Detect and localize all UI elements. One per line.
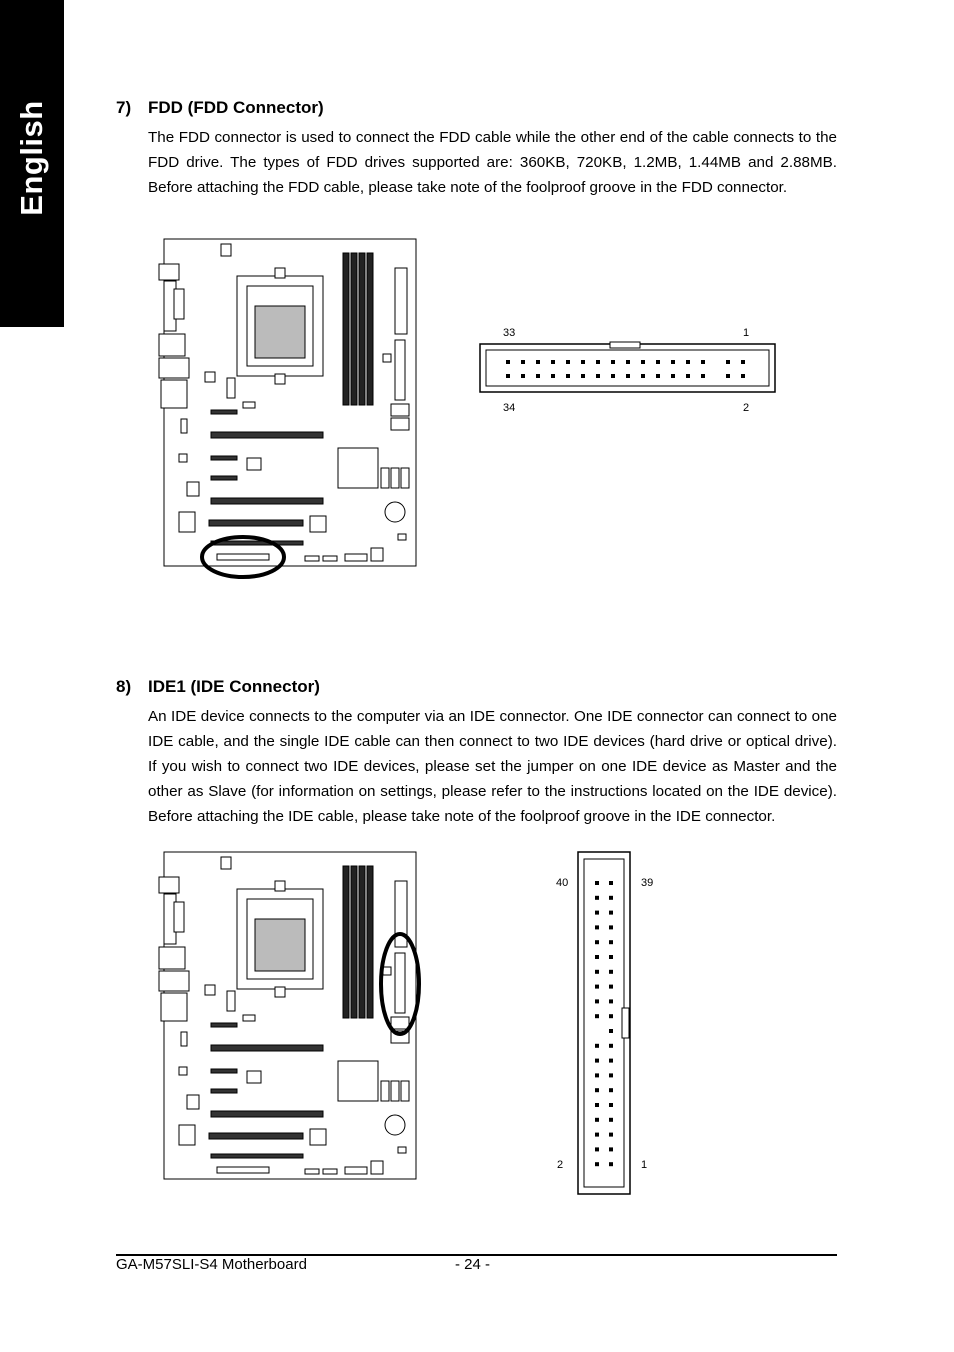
ide-header	[395, 340, 405, 400]
ide-pin	[595, 911, 599, 915]
ide-pin	[595, 1088, 599, 1092]
fdd-pin-label-34: 34	[503, 402, 516, 414]
pci-slot	[209, 520, 303, 526]
board-part	[179, 1125, 195, 1145]
ide-pin	[609, 1059, 613, 1063]
fdd-pin-label-2: 2	[743, 402, 750, 414]
ide-pin	[609, 1162, 613, 1166]
pcie-x16-slot	[211, 1045, 323, 1051]
motherboard-diagram-ide	[155, 849, 430, 1195]
board-part	[345, 1167, 367, 1174]
fdd-pin	[611, 360, 615, 364]
fdd-header	[217, 1167, 269, 1173]
ide-pin-label-40: 40	[556, 877, 569, 889]
board-part	[205, 372, 215, 382]
board-part	[243, 1015, 255, 1021]
pci-slot	[211, 541, 303, 545]
retention-clip	[275, 268, 285, 278]
board-part	[179, 454, 187, 462]
fdd-pin	[671, 374, 675, 378]
fdd-header	[217, 554, 269, 560]
board-part	[383, 967, 391, 975]
board-part	[247, 458, 261, 470]
board-part	[371, 548, 383, 561]
ide-heading	[116, 677, 320, 697]
board-part	[179, 1067, 187, 1075]
fdd-pin	[686, 360, 690, 364]
ide-pin	[609, 1044, 613, 1048]
board-part	[310, 516, 326, 532]
ide-pin	[595, 1073, 599, 1077]
board-part	[227, 991, 235, 1011]
ide-pin	[609, 1088, 613, 1092]
back-panel-port	[174, 289, 184, 319]
ide-pin	[595, 1162, 599, 1166]
retention-clip	[275, 881, 285, 891]
board-part	[243, 402, 255, 408]
fdd-number: 7)	[116, 98, 132, 117]
atx-12v-connector	[221, 244, 231, 256]
board-part	[323, 556, 337, 561]
dimm-slot	[351, 866, 357, 1018]
ide-foolproof-groove	[622, 1008, 629, 1038]
ide-pin	[595, 940, 599, 944]
ide-pin	[609, 1147, 613, 1151]
fdd-pin	[656, 360, 660, 364]
ide-pin	[609, 1118, 613, 1122]
fdd-connector-diagram	[470, 320, 790, 420]
fdd-pin	[726, 360, 730, 364]
fdd-pin	[611, 374, 615, 378]
chipset	[338, 448, 378, 488]
fdd-pin	[506, 360, 510, 364]
fdd-pin	[641, 360, 645, 364]
dimm-slot	[343, 253, 349, 405]
pci-slot	[209, 1133, 303, 1139]
sata-connector	[391, 404, 409, 416]
battery	[385, 502, 405, 522]
back-panel-port	[159, 947, 185, 969]
pcie-x1-slot	[211, 1023, 237, 1027]
dimm-slot	[367, 253, 373, 405]
fdd-pin	[741, 374, 745, 378]
board-part	[398, 1147, 406, 1153]
motherboard-diagram-fdd	[155, 236, 425, 582]
ide-pin	[609, 1073, 613, 1077]
atx-12v-connector	[221, 857, 231, 869]
board-part	[227, 378, 235, 398]
sata-connector	[391, 1081, 399, 1101]
back-panel-port	[161, 993, 187, 1021]
sata-connector	[381, 1081, 389, 1101]
board-part	[371, 1161, 383, 1174]
fdd-pin	[626, 360, 630, 364]
fdd-pin	[596, 374, 600, 378]
ide-pin	[609, 940, 613, 944]
ide-pin	[609, 985, 613, 989]
board-part	[179, 512, 195, 532]
ide-pin-label-2: 2	[557, 1159, 564, 1171]
board-part	[305, 1169, 319, 1174]
pcie-x1-slot	[211, 410, 237, 414]
fdd-pin	[596, 360, 600, 364]
cpu-socket	[255, 306, 305, 358]
fdd-pin	[701, 374, 705, 378]
pcie-x1-slot	[211, 456, 237, 460]
ide-pin	[609, 896, 613, 900]
pcie-x1-slot	[211, 1089, 237, 1093]
ide-pin	[595, 1059, 599, 1063]
board-part	[247, 1071, 261, 1083]
fdd-pin-label-1: 1	[743, 327, 750, 339]
ide-pin	[595, 1103, 599, 1107]
dimm-slot	[343, 866, 349, 1018]
board-part	[205, 985, 215, 995]
ide-header	[395, 953, 405, 1013]
fdd-pin	[551, 374, 555, 378]
ide-pin	[609, 925, 613, 929]
ide-pin	[609, 1103, 613, 1107]
ide-pin	[609, 999, 613, 1003]
fdd-connector-outer	[480, 344, 775, 392]
ide-pin-label-39: 39	[641, 877, 654, 889]
back-panel-port	[159, 877, 179, 893]
ide-pin	[609, 955, 613, 959]
sata-connector	[391, 418, 409, 430]
fdd-pin	[521, 360, 525, 364]
ide-pin	[595, 896, 599, 900]
ide-pin	[609, 1014, 613, 1018]
fdd-pin	[656, 374, 660, 378]
ide-pin	[595, 955, 599, 959]
board-part	[323, 1169, 337, 1174]
back-panel-port	[159, 358, 189, 378]
fdd-heading	[116, 98, 324, 118]
fdd-pin	[506, 374, 510, 378]
chipset	[338, 1061, 378, 1101]
ide-pin	[595, 1118, 599, 1122]
pcie-x16-slot	[211, 432, 323, 438]
back-panel-port	[159, 971, 189, 991]
board-part	[305, 556, 319, 561]
pcie-x16-slot	[211, 1111, 323, 1117]
fdd-pin	[741, 360, 745, 364]
fdd-title: FDD (FDD Connector)	[148, 98, 324, 117]
fdd-pin	[686, 374, 690, 378]
sata-connector	[391, 1017, 409, 1029]
fdd-pin	[536, 360, 540, 364]
ide-pin	[595, 1014, 599, 1018]
ide-pin	[609, 1029, 613, 1033]
fdd-pin	[521, 374, 525, 378]
footer-model: GA-M57SLI-S4 Motherboard	[116, 1256, 307, 1273]
cpu-socket	[255, 919, 305, 971]
ide-description: An IDE device connects to the computer via an IDE connector. One IDE connector can connect to one IDE cable, and the single IDE cable can then connect to two IDE devices (hard drive or optical drive). If you wish to connect two IDE devices, please set the jumper on one IDE device as Master and the other as Slave (for information on settings, please refer to the instructions located on the IDE device). Before attaching the IDE cable, please take note of the foolproof groove in the IDE connector.	[148, 708, 837, 825]
fdd-pin	[566, 360, 570, 364]
board-part	[181, 1032, 187, 1046]
back-panel-port	[159, 264, 179, 280]
pcie-x1-slot	[211, 1069, 237, 1073]
fdd-pin	[701, 360, 705, 364]
ide-pin	[609, 911, 613, 915]
ide-pin	[609, 970, 613, 974]
sata-connector	[381, 468, 389, 488]
back-panel-port	[174, 902, 184, 932]
pcie-x1-slot	[211, 476, 237, 480]
dimm-slot	[359, 866, 365, 1018]
fdd-pin	[671, 360, 675, 364]
language-tab-label: English	[14, 100, 49, 216]
ide-pin	[595, 985, 599, 989]
ide-pin	[609, 881, 613, 885]
retention-clip	[275, 374, 285, 384]
ide-pin-label-1: 1	[641, 1159, 648, 1171]
back-panel-port	[161, 380, 187, 408]
ide-pin	[595, 881, 599, 885]
ide-pin	[609, 1133, 613, 1137]
back-panel-port	[159, 334, 185, 356]
fdd-pin	[536, 374, 540, 378]
sata-connector	[401, 468, 409, 488]
fdd-pin	[581, 360, 585, 364]
fdd-pin	[626, 374, 630, 378]
battery	[385, 1115, 405, 1135]
dimm-slot	[359, 253, 365, 405]
pcie-x16-slot	[211, 498, 323, 504]
sata-connector	[401, 1081, 409, 1101]
ide-pin	[595, 925, 599, 929]
fdd-pin	[726, 374, 730, 378]
ide-pin	[595, 999, 599, 1003]
language-tab	[0, 0, 64, 327]
atx-power-connector	[395, 268, 407, 334]
retention-clip	[275, 987, 285, 997]
board-part	[383, 354, 391, 362]
ide-number: 8)	[116, 677, 132, 696]
ide-pin	[595, 1044, 599, 1048]
fdd-pin-label-33: 33	[503, 327, 516, 339]
board-part	[310, 1129, 326, 1145]
footer-page-number: - 24 -	[455, 1256, 491, 1273]
board-part	[187, 1095, 199, 1109]
fdd-pin	[581, 374, 585, 378]
fdd-description: The FDD connector is used to connect the FDD cable while the other end of the cable connects to the FDD drive. The types of FDD drives supported are: 360KB, 720KB, 1.2MB, 1.44MB and 2.88MB. Before attaching the FDD cable, please take note of the foolproof groove in the FDD connector.	[148, 129, 837, 196]
ide-pin	[595, 1147, 599, 1151]
ide-pin	[595, 970, 599, 974]
pci-slot	[211, 1154, 303, 1158]
fdd-foolproof-groove	[610, 342, 640, 348]
board-part	[187, 482, 199, 496]
sata-connector	[391, 468, 399, 488]
fdd-pin	[641, 374, 645, 378]
ide-connector-diagram	[545, 845, 675, 1200]
fdd-pin	[551, 360, 555, 364]
board-part	[345, 554, 367, 561]
dimm-slot	[367, 866, 373, 1018]
board-part	[398, 534, 406, 540]
board-part	[181, 419, 187, 433]
ide-title: IDE1 (IDE Connector)	[148, 677, 320, 696]
fdd-pin	[566, 374, 570, 378]
dimm-slot	[351, 253, 357, 405]
ide-pin	[595, 1133, 599, 1137]
